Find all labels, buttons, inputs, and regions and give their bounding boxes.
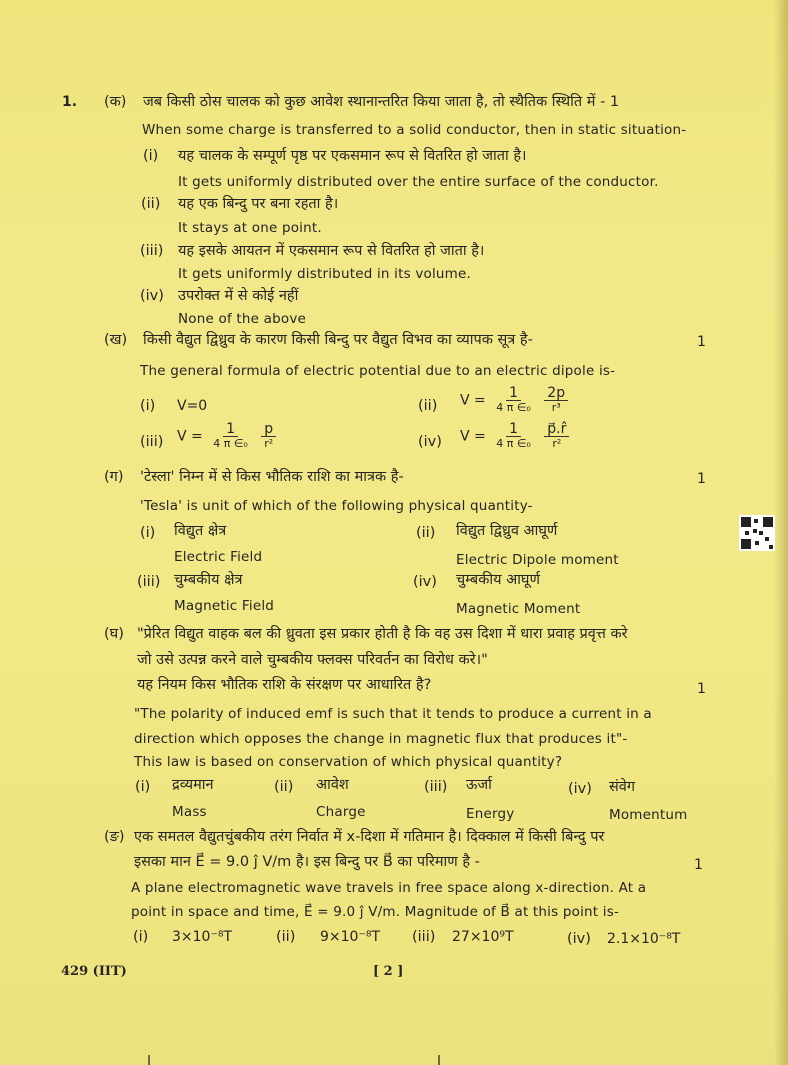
part-d-english-line2: direction which opposes the change in magnetic flux that produces it"- (134, 731, 628, 747)
part-a-label: (क) (104, 94, 127, 110)
denominator: r² (552, 437, 562, 450)
option-label: (ii) (416, 525, 436, 541)
fraction (544, 386, 568, 415)
formula-lhs: V = (177, 428, 203, 445)
unit: V/m (262, 854, 292, 870)
option-label: (iii) (140, 243, 164, 259)
numerator: 2p (544, 386, 568, 401)
option-value: 3×10⁻⁸T (172, 929, 233, 945)
numerator: p (261, 422, 276, 437)
option-label: (i) (140, 398, 156, 414)
marks: 1 (697, 334, 706, 350)
qr-cell (765, 537, 769, 541)
formula (460, 386, 571, 415)
qr-cell (741, 517, 751, 527)
option-hindi: विद्युत द्विध्रुव आघूर्ण (456, 523, 558, 539)
part-e-english-line1: A plane electromagnetic wave travels in free space along x-direction. At a (131, 880, 647, 896)
qr-cell (759, 531, 763, 535)
option-english: Mass (172, 804, 207, 820)
denominator: 4 π ∈₀ (496, 437, 531, 450)
part-a-english: When some charge is transferred to a solid conductor, then in static situation- (142, 122, 687, 138)
marks: 1 (697, 471, 706, 487)
option-hindi: उपरोक्त में से कोई नहीं (178, 288, 299, 304)
option-hindi: यह इसके आयतन में एकसमान रूप से वितरित हो जाता है। (178, 243, 485, 259)
option-label: (iii) (137, 574, 161, 590)
part-c-english: 'Tesla' is unit of which of the following physical quantity- (140, 498, 533, 514)
qr-cell (755, 541, 759, 545)
fraction (544, 422, 569, 451)
formula (460, 422, 572, 451)
option-label: (iv) (568, 781, 592, 797)
option-label: (iv) (567, 931, 591, 947)
option-value: 27×10⁹T (452, 929, 514, 945)
option-value: 9×10⁻⁸T (320, 929, 381, 945)
option-english: It gets uniformly distributed over the entire surface of the conductor. (178, 174, 659, 190)
formula-lhs: V = (460, 428, 486, 445)
option-label: (ii) (274, 779, 294, 795)
option-english: Electric Field (174, 549, 263, 565)
option-label: (iii) (424, 779, 448, 795)
page-edge-shadow (774, 0, 788, 1065)
english-text: point in space and time, (131, 904, 300, 920)
qr-cell (753, 529, 757, 533)
electric-field-value: E⃗ = 9.0 ĵ (304, 904, 364, 920)
electric-field-value: E⃗ = 9.0 ĵ (195, 854, 258, 870)
option-english: Electric Dipole moment (456, 552, 619, 568)
fraction (210, 422, 251, 451)
magnetic-field-symbol: B⃗ (500, 904, 510, 920)
option-label: (iii) (412, 929, 436, 945)
part-d-english-line3: This law is based on conservation of which physical quantity? (134, 754, 563, 770)
option-label: (ii) (276, 929, 296, 945)
option-english: Magnetic Field (174, 598, 275, 614)
fraction (493, 422, 534, 451)
formula (177, 422, 279, 451)
part-d-hindi-line3: यह नियम किस भौतिक राशि के संरक्षण पर आधारित है? (137, 677, 432, 693)
option-english: It stays at one point. (178, 220, 322, 236)
part-e-hindi-line2 (134, 853, 480, 871)
option-label: (ii) (418, 398, 438, 414)
qr-cell (745, 531, 749, 535)
denominator: r³ (551, 401, 561, 414)
magnetic-field-symbol: B⃗ (382, 854, 393, 870)
option-hindi: यह चालक के सम्पूर्ण पृष्ठ पर एकसमान रूप से वितरित हो जाता है। (178, 148, 527, 164)
paper-code: 429 (IIT) (61, 964, 127, 979)
numerator: 1 (506, 422, 521, 437)
part-c-hindi: 'टेस्ला' निम्न में से किस भौतिक राशि का मात्रक है- (140, 469, 404, 485)
option-english: None of the above (178, 311, 307, 327)
option-hindi: संवेग (609, 779, 636, 795)
option-english: Magnetic Moment (456, 601, 581, 617)
option-english: Energy (466, 806, 515, 822)
option-label: (iv) (413, 574, 437, 590)
formula: V=0 (177, 398, 208, 414)
part-b-english: The general formula of electric potential due to an electric dipole is- (140, 363, 616, 379)
denominator: 4 π ∈₀ (496, 401, 531, 414)
option-label: (i) (143, 148, 159, 164)
option-label: (i) (135, 779, 151, 795)
part-e-hindi-line1: एक समतल वैद्युतचुंबकीय तरंग निर्वात में x-दिशा में गतिमान है। दिक्काल में किसी बिन्दु पर (134, 829, 605, 845)
part-e-label: (ङ) (104, 829, 125, 845)
part-d-english-line1: "The polarity of induced emf is such that it tends to produce a current in a (134, 706, 652, 722)
option-english: Charge (316, 804, 366, 820)
option-value: 2.1×10⁻⁸T (607, 931, 681, 947)
option-hindi: आवेश (316, 777, 349, 793)
option-english: Momentum (609, 807, 688, 823)
marks: 1 (697, 681, 706, 697)
option-hindi: ऊर्जा (466, 777, 492, 793)
numerator: 1 (506, 386, 521, 401)
part-e-english-line2 (131, 903, 619, 921)
option-hindi: विद्युत क्षेत्र (174, 523, 227, 539)
denominator: 4 π ∈₀ (213, 437, 248, 450)
qr-code (739, 515, 775, 551)
option-label: (i) (133, 929, 149, 945)
option-hindi: चुम्बकीय आघूर्ण (456, 572, 540, 588)
option-hindi: द्रव्यमान (172, 777, 214, 793)
option-label: (ii) (141, 196, 161, 212)
numerator: p⃗.r̂ (544, 422, 569, 437)
scan-mark (438, 1055, 440, 1065)
option-english: It gets uniformly distributed in its volume. (178, 266, 472, 282)
option-hindi: चुम्बकीय क्षेत्र (174, 572, 243, 588)
denominator: r² (264, 437, 274, 450)
marks: 1 (694, 857, 703, 873)
part-d-hindi-line1: "प्रेरित विद्युत वाहक बल की ध्रुवता इस प्रकार होती है कि वह उस दिशा में धारा प्रवाह प्रवृत्त करे (137, 626, 628, 642)
option-label: (iv) (418, 434, 442, 450)
option-label: (iv) (140, 288, 164, 304)
fraction (493, 386, 534, 415)
option-label: (iii) (140, 434, 164, 450)
part-b-hindi: किसी वैद्युत द्विध्रुव के कारण किसी बिन्दु पर वैद्युत विभव का व्यापक सूत्र है- (143, 332, 533, 348)
formula-lhs: V = (460, 392, 486, 409)
qr-cell (741, 539, 751, 549)
hindi-text: का परिमाण है - (397, 854, 480, 870)
scan-mark (148, 1055, 150, 1065)
hindi-text: है। इस बिन्दु पर (295, 854, 379, 870)
part-d-hindi-line2: जो उसे उत्पन्न करने वाले चुम्बकीय फ्लक्स परिवर्तन का विरोध करे।" (137, 652, 488, 668)
english-text: at this point is- (514, 904, 620, 920)
numerator: 1 (223, 422, 238, 437)
english-text: V/m. Magnitude of (368, 904, 496, 920)
qr-cell (769, 545, 773, 549)
part-c-label: (ग) (104, 469, 124, 485)
qr-cell (754, 519, 758, 523)
option-label: (i) (140, 525, 156, 541)
part-a-hindi: जब किसी ठोस चालक को कुछ आवेश स्थानान्तरित किया जाता है, तो स्थैतिक स्थिति में - 1 (143, 94, 620, 110)
qr-cell (763, 517, 773, 527)
part-b-label: (ख) (104, 332, 128, 348)
hindi-text: इसका मान (134, 854, 191, 870)
question-number: 1. (62, 94, 78, 110)
fraction (261, 422, 276, 451)
page-number: [ 2 ] (373, 964, 404, 979)
part-d-label: (घ) (104, 626, 124, 642)
option-hindi: यह एक बिन्दु पर बना रहता है। (178, 196, 339, 212)
